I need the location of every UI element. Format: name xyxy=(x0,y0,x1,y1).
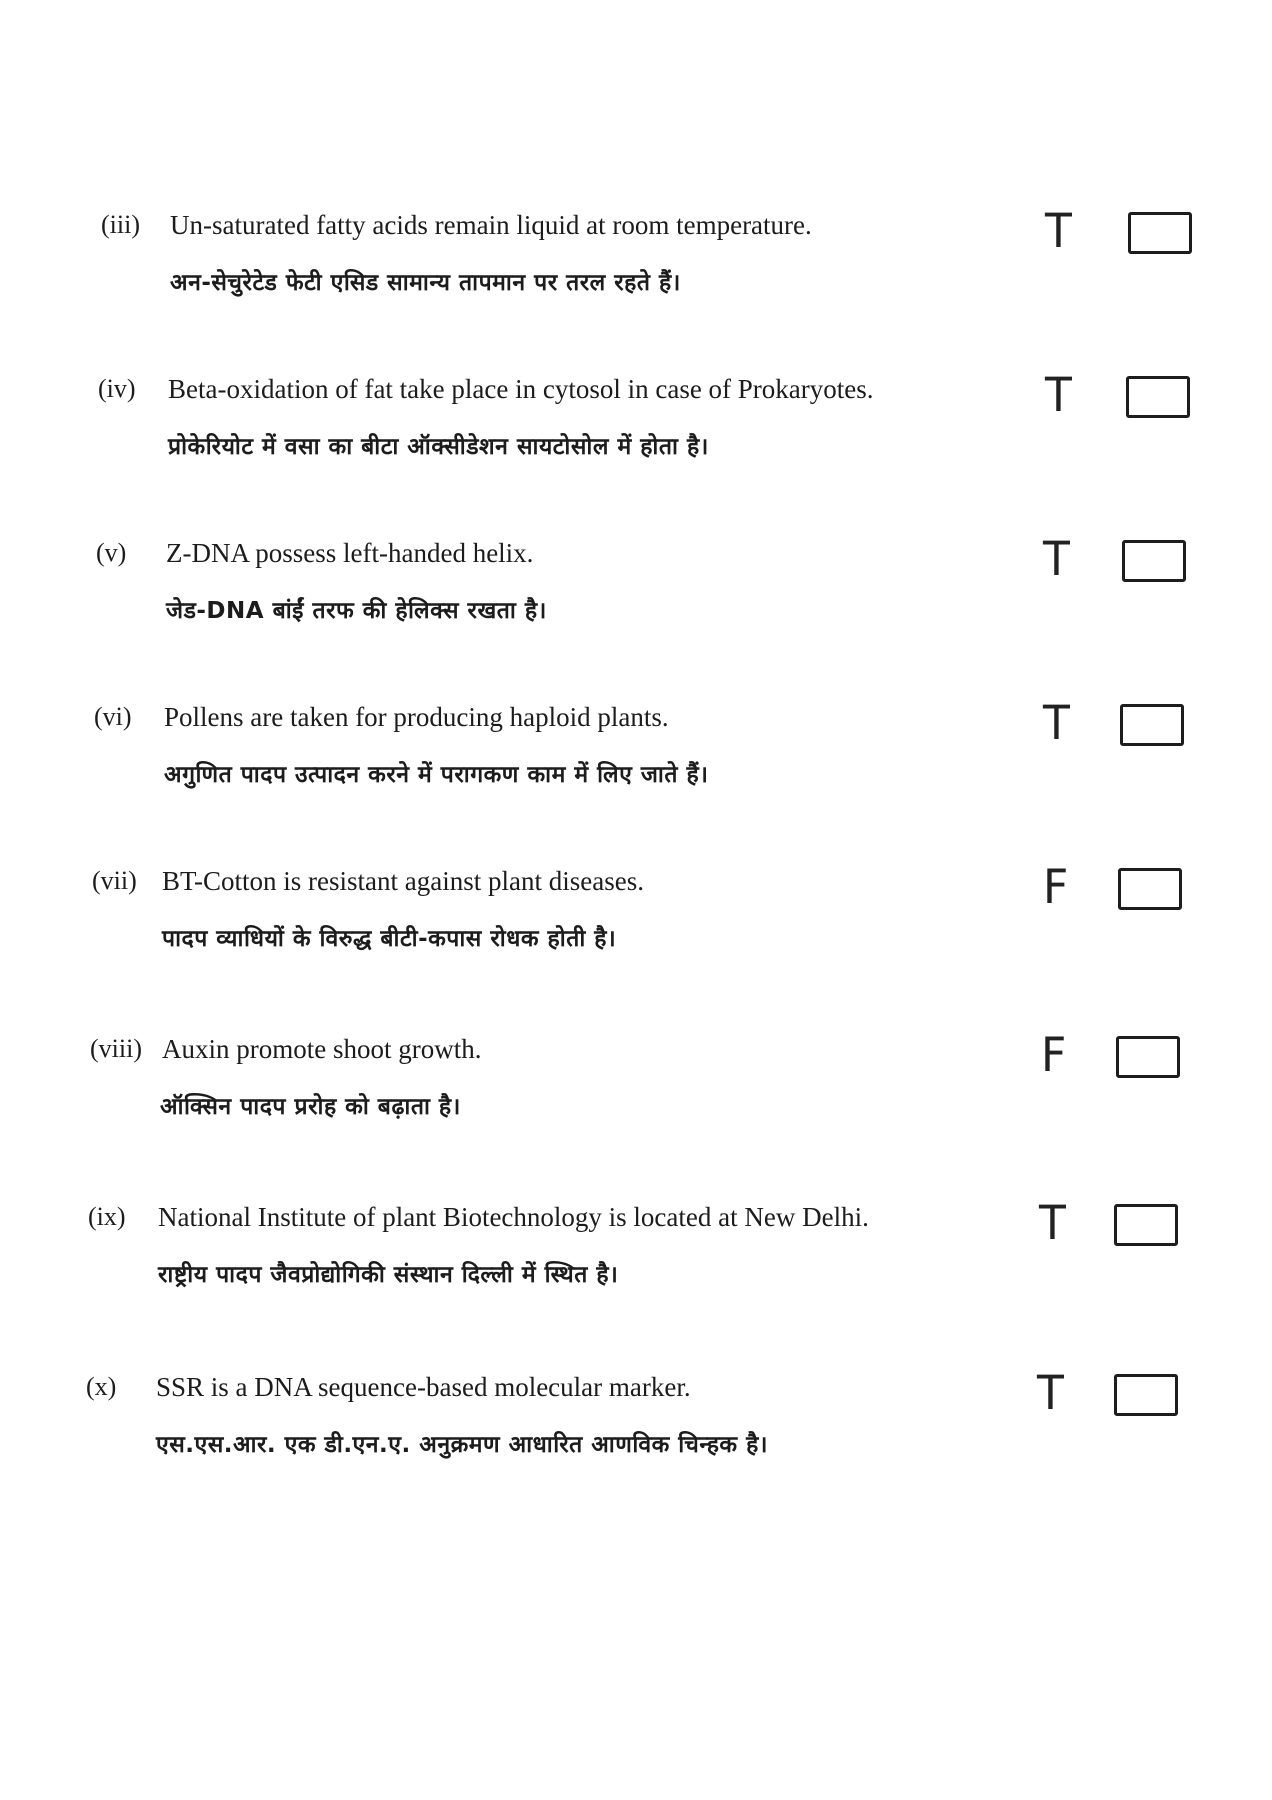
question-vii xyxy=(0,859,1272,1014)
answer-box[interactable] xyxy=(1126,376,1190,418)
question-text-hindi: प्रोकेरियोट में वसा का बीटा ऑक्सीडेशन सायटोसोल में होता है। xyxy=(168,434,709,460)
question-number: (vi) xyxy=(94,702,132,731)
question-iii xyxy=(0,203,1272,358)
handwritten-answer: T xyxy=(1045,203,1072,259)
question-text-english: Un-saturated fatty acids remain liquid at room temperature. xyxy=(170,210,812,240)
question-text-hindi: अन-सेचुरेटेड फेटी एसिड सामान्य तापमान पर तरल रहते हैं। xyxy=(170,270,681,296)
question-viii xyxy=(0,1027,1272,1182)
answer-box[interactable] xyxy=(1120,704,1184,746)
handwritten-answer: T xyxy=(1045,367,1072,423)
answer-box[interactable] xyxy=(1114,1204,1178,1246)
question-text-hindi: ऑक्सिन पादप प्ररोह को बढ़ाता है। xyxy=(160,1094,461,1120)
question-text-english: BT-Cotton is resistant against plant diseases. xyxy=(162,866,644,896)
question-number: (v) xyxy=(96,538,127,567)
question-number: (viii) xyxy=(90,1034,142,1063)
handwritten-answer: T xyxy=(1037,1365,1064,1421)
question-v xyxy=(0,531,1272,686)
question-number: (x) xyxy=(86,1372,117,1401)
handwritten-answer: T xyxy=(1043,695,1070,751)
handwritten-answer: T xyxy=(1039,1195,1066,1251)
answer-box[interactable] xyxy=(1116,1036,1180,1078)
answer-box[interactable] xyxy=(1122,540,1186,582)
question-vi xyxy=(0,695,1272,850)
question-number: (iii) xyxy=(101,210,140,239)
question-text-hindi: एस.एस.आर. एक डी.एन.ए. अनुक्रमण आधारित आणविक चिन्हक है। xyxy=(156,1432,769,1458)
handwritten-answer: F xyxy=(1043,859,1069,915)
question-number: (iv) xyxy=(98,374,136,403)
handwritten-answer: F xyxy=(1041,1027,1067,1083)
question-text-english: Pollens are taken for producing haploid plants. xyxy=(164,702,669,732)
question-text-hindi: अगुणित पादप उत्पादन करने में परागकण काम में लिए जाते हैं। xyxy=(164,762,709,788)
answer-box[interactable] xyxy=(1128,212,1192,254)
question-x xyxy=(0,1365,1272,1520)
question-iv xyxy=(0,367,1272,522)
question-number: (ix) xyxy=(88,1202,126,1231)
question-number: (vii) xyxy=(92,866,137,895)
question-text-hindi: राष्ट्रीय पादप जैवप्रोद्योगिकी संस्थान दिल्ली में स्थित है। xyxy=(158,1262,619,1288)
question-text-english: Auxin promote shoot growth. xyxy=(162,1034,482,1064)
answer-box[interactable] xyxy=(1118,868,1182,910)
answer-box[interactable] xyxy=(1114,1374,1178,1416)
question-text-english: SSR is a DNA sequence-based molecular marker. xyxy=(156,1372,691,1402)
question-text-hindi: पादप व्याधियों के विरुद्ध बीटी-कपास रोधक होती है। xyxy=(162,926,617,952)
question-text-hindi: जेड-DNA बांईं तरफ की हेलिक्स रखता है। xyxy=(166,598,547,624)
handwritten-answer: T xyxy=(1043,531,1070,587)
question-text-english: Z-DNA possess left-handed helix. xyxy=(166,538,534,568)
question-text-english: Beta-oxidation of fat take place in cytosol in case of Prokaryotes. xyxy=(168,374,874,404)
question-text-english: National Institute of plant Biotechnology is located at New Delhi. xyxy=(158,1202,869,1232)
question-ix xyxy=(0,1195,1272,1350)
